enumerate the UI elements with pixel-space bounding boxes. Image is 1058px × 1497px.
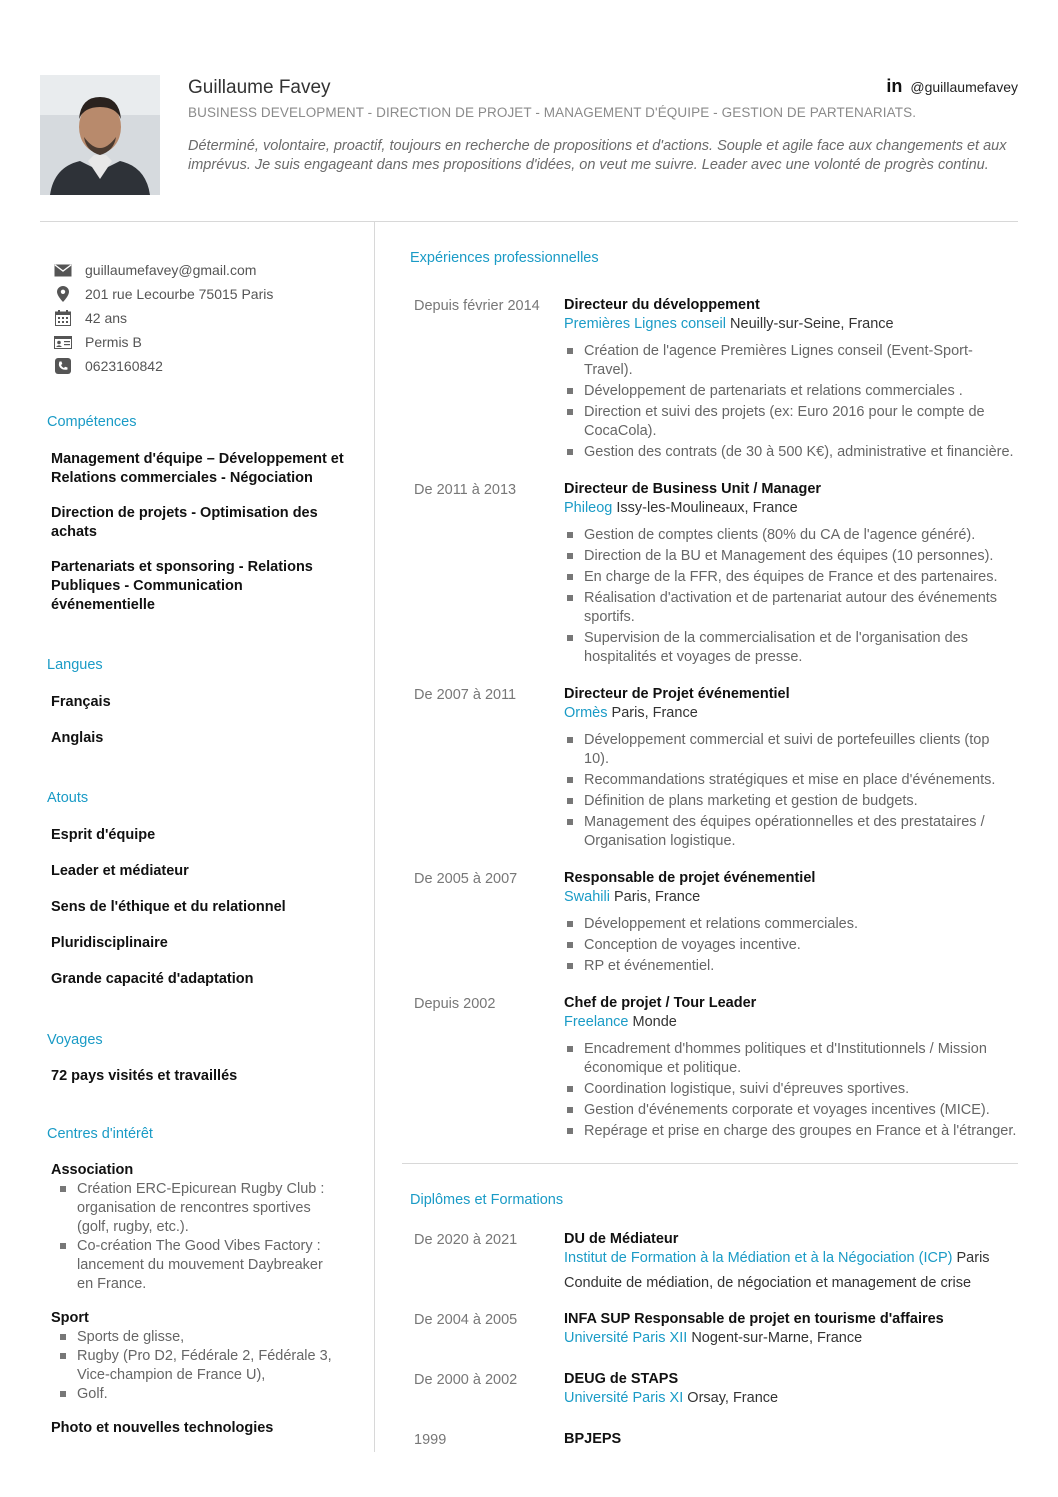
list-item: Rugby (Pro D2, Fédérale 2, Fédérale 3, Vice-champion de France U),	[57, 1347, 337, 1385]
list-item: Management des équipes opérationnelles et des prestataires / Organisation logistique.	[564, 813, 1018, 851]
entry-date: De 2020 à 2021	[414, 1232, 518, 1248]
entry-bullets	[564, 1040, 1018, 1141]
contact-license	[47, 330, 347, 354]
list-item: Création ERC-Epicurean Rugby Club : organisation de rencontres sportives (golf, rugby, etc.).	[57, 1180, 337, 1237]
list-item: Gestion des contrats (de 30 à 500 K€), administrative et financière.	[564, 443, 1018, 462]
candidate-name: Guillaume Favey	[188, 77, 331, 98]
entry-date: Depuis février 2014	[414, 298, 540, 314]
contact-address-text: 201 rue Lecourbe 75015 Paris	[85, 286, 274, 302]
experience-entry	[410, 685, 1018, 853]
list-item: Sports de glisse,	[57, 1328, 337, 1347]
profile-photo	[40, 75, 160, 195]
entry-role: Directeur de Business Unit / Manager	[564, 481, 822, 497]
experience-entry	[410, 296, 1018, 464]
entry-school[interactable]: Université Paris XII	[564, 1330, 688, 1346]
linkedin-handle[interactable]	[886, 76, 1018, 97]
entry-location: Paris	[956, 1250, 990, 1266]
entry-location: Monde	[632, 1014, 677, 1030]
entry-date: Depuis 2002	[414, 996, 496, 1012]
experience-heading: Expériences professionnelles	[410, 250, 599, 266]
entry-bullets	[564, 731, 1018, 851]
experience-entry	[410, 994, 1018, 1143]
list-item: Recommandations stratégiques et mise en place d'événements.	[564, 771, 1018, 790]
entry-date: De 2000 à 2002	[414, 1372, 518, 1388]
calendar-icon	[53, 310, 73, 326]
experience-entry	[410, 869, 1018, 978]
contact-address	[47, 282, 347, 306]
list-item: Réalisation d'activation et de partenariat autour des événements sportifs.	[564, 589, 1018, 627]
education-entry	[410, 1310, 1018, 1348]
list-item: Supervision de la commercialisation et de l'organisation des hospitalités et voyages de presse.	[564, 629, 1018, 667]
education-entry	[410, 1230, 1018, 1293]
contact-phone-text: 0623160842	[85, 358, 163, 374]
contact-age	[47, 306, 347, 330]
list-item: Golf.	[57, 1385, 337, 1404]
entry-degree: DU de Médiateur	[564, 1231, 679, 1247]
entry-role: Directeur de Projet événementiel	[564, 686, 790, 702]
contact-list	[47, 258, 347, 378]
header-divider	[40, 221, 1018, 222]
travel-item: 72 pays visités et travaillés	[51, 1068, 238, 1084]
skill-item: Management d'équipe – Développement et Relations commerciales - Négociation	[51, 451, 344, 486]
entry-company[interactable]: Ormès	[564, 705, 608, 721]
linkedin-icon: in	[886, 76, 903, 96]
interests-heading: Centres d'intérêt	[47, 1126, 153, 1142]
list-item: Encadrement d'hommes politiques et d'Institutionnels / Mission économique et politique.	[564, 1040, 1018, 1078]
entry-role: Chef de projet / Tour Leader	[564, 995, 757, 1011]
list-item: Gestion d'événements corporate et voyages incentives (MICE).	[564, 1101, 1018, 1120]
phone-icon	[53, 358, 73, 374]
entry-company[interactable]: Swahili	[564, 889, 610, 905]
headline: BUSINESS DEVELOPMENT - DIRECTION DE PROJET - MANAGEMENT D'ÉQUIPE - GESTION DE PARTENARIATS.	[188, 105, 917, 120]
column-divider	[374, 222, 375, 1452]
experience-entry	[410, 480, 1018, 669]
assets-heading: Atouts	[47, 790, 89, 806]
asset-item: Pluridisciplinaire	[51, 935, 168, 951]
contact-email[interactable]	[47, 258, 347, 282]
asset-item: Esprit d'équipe	[51, 827, 156, 843]
entry-bullets	[564, 342, 1018, 462]
entry-bullets	[564, 526, 1018, 667]
list-item: En charge de la FFR, des équipes de France et des partenaires.	[564, 568, 1018, 587]
association-list	[47, 1180, 337, 1294]
entry-location: Neuilly-sur-Seine, France	[730, 316, 894, 332]
list-item: Co-création The Good Vibes Factory : lancement du mouvement Daybreaker en France.	[57, 1237, 337, 1294]
entry-company[interactable]: Premières Lignes conseil	[564, 316, 726, 332]
list-item: Développement de partenariats et relations commerciales .	[564, 382, 1018, 401]
list-item: Direction et suivi des projets (ex: Euro 2016 pour le compte de CocaCola).	[564, 403, 1018, 441]
entry-location: Orsay, France	[687, 1390, 779, 1406]
contact-email-text: guillaumefavey@gmail.com	[85, 262, 257, 278]
list-item: Définition de plans marketing et gestion de budgets.	[564, 792, 1018, 811]
list-item: Développement commercial et suivi de portefeuilles clients (top 10).	[564, 731, 1018, 769]
entry-description: Conduite de médiation, de négociation et management de crise	[564, 1275, 972, 1291]
list-item: Gestion de comptes clients (80% du CA de l'agence généré).	[564, 526, 1018, 545]
list-item: Développement et relations commerciales.	[564, 915, 1018, 934]
sport-list	[47, 1328, 337, 1404]
profile-summary: Déterminé, volontaire, proactif, toujours en recherche de propositions et d'actions. Souple et agile face aux changements et aux imprévus. Je suis engageant dans mes propositions d'idées, on veut me suivre. Leader avec une volonté de progrès continu.	[188, 138, 1007, 173]
map-pin-icon	[53, 286, 73, 302]
entry-school[interactable]: Université Paris XI	[564, 1390, 684, 1406]
travel-heading: Voyages	[47, 1032, 103, 1048]
entry-role: Directeur du développement	[564, 297, 760, 313]
entry-degree: INFA SUP Responsable de projet en tourisme d'affaires	[564, 1311, 944, 1327]
skill-item: Partenariats et sponsoring - Relations Publiques - Communication événementielle	[51, 559, 313, 613]
section-divider	[402, 1163, 1018, 1164]
entry-location: Paris, France	[611, 705, 698, 721]
entry-degree: DEUG de STAPS	[564, 1371, 679, 1387]
interest-sport-title: Sport	[51, 1310, 89, 1326]
entry-date: De 2011 à 2013	[414, 482, 517, 498]
contact-license-text: Permis B	[85, 334, 142, 350]
asset-item: Leader et médiateur	[51, 863, 189, 879]
list-item: Coordination logistique, suivi d'épreuves sportives.	[564, 1080, 1018, 1099]
asset-item: Sens de l'éthique et du relationnel	[51, 899, 286, 915]
entry-date: De 2004 à 2005	[414, 1312, 518, 1328]
list-item: RP et événementiel.	[564, 957, 1018, 976]
list-item: Direction de la BU et Management des équipes (10 personnes).	[564, 547, 1018, 566]
entry-bullets	[564, 915, 1018, 976]
education-entry	[410, 1370, 1018, 1408]
skill-item: Direction de projets - Optimisation des achats	[51, 505, 318, 540]
list-item: Conception de voyages incentive.	[564, 936, 1018, 955]
entry-degree: BPJEPS	[564, 1431, 622, 1447]
entry-role: Responsable de projet événementiel	[564, 870, 816, 886]
sidebar	[47, 258, 347, 1436]
education-entry	[410, 1430, 1018, 1449]
id-card-icon	[53, 336, 73, 349]
envelope-icon	[53, 264, 73, 277]
asset-item: Grande capacité d'adaptation	[51, 971, 254, 987]
entry-location: Issy-les-Moulineaux, France	[616, 500, 798, 516]
skills-heading: Compétences	[47, 414, 137, 430]
contact-age-text: 42 ans	[85, 310, 128, 326]
list-item: Création de l'agence Premières Lignes conseil (Event-Sport-Travel).	[564, 342, 1018, 380]
contact-phone[interactable]	[47, 354, 347, 378]
interest-photo: Photo et nouvelles technologies	[51, 1420, 274, 1436]
language-item: Français	[51, 694, 111, 710]
entry-company[interactable]: Phileog	[564, 500, 613, 516]
education-heading: Diplômes et Formations	[410, 1192, 564, 1208]
entry-location: Nogent-sur-Marne, France	[691, 1330, 863, 1346]
entry-date: De 2007 à 2011	[414, 687, 517, 703]
language-item: Anglais	[51, 730, 104, 746]
entry-school[interactable]: Institut de Formation à la Médiation et à la Négociation (ICP)	[564, 1250, 953, 1266]
entry-location: Paris, France	[613, 889, 701, 905]
languages-heading: Langues	[47, 657, 103, 673]
entry-date: 1999	[414, 1432, 447, 1448]
linkedin-label: @guillaumefavey	[910, 78, 1018, 95]
list-item: Repérage et prise en charge des groupes en France et à l'étranger.	[564, 1122, 1018, 1141]
entry-company[interactable]: Freelance	[564, 1014, 629, 1030]
interest-association-title: Association	[51, 1162, 134, 1178]
entry-date: De 2005 à 2007	[414, 871, 518, 887]
main-content	[410, 250, 1018, 1449]
